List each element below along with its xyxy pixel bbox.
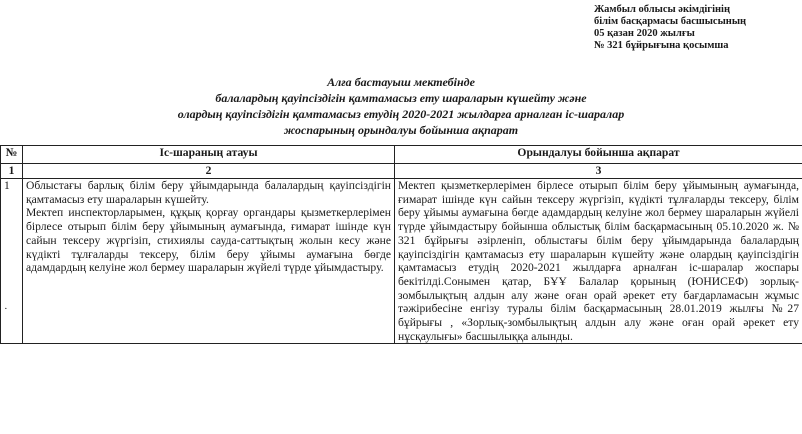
col-number: 2	[23, 164, 395, 179]
row-number	[1, 179, 23, 344]
col-number: 1	[1, 164, 23, 179]
execution-info	[395, 179, 802, 344]
header-name: Іс-шараның атауы	[23, 146, 395, 164]
approval-line: № 321 бұйрығына қосымша	[594, 40, 729, 51]
table-row	[1, 179, 802, 344]
activity-paragraph: Облыстағы барлық білім беру ұйымдарында балалардың қауіпсіздігін қамтамасыз ету шараларын күшейту.	[26, 179, 391, 206]
header-num: №	[1, 146, 23, 164]
approval-line: 05 қазан 2020 жылғы	[594, 28, 695, 39]
activity-name	[23, 179, 395, 344]
activity-paragraph: Мектеп инспекторларымен, құқық қорғау органдары қызметкерлерімен бірлесе отырып білім беру ұйымының аумағында, ғимарат ішінде күн сайын тексеру жүргізіп, стихиялы сауда-саттықтың жолын кесу және күдікті тұлғаларды тексеру, білім беру ұйымы аумағына бөгде адамдардың келуіне жол бермеу шараларын жүйелі түрде ұйымдастыру.	[26, 206, 391, 275]
title-line: жоспарының орындалуы бойынша ақпарат	[283, 123, 519, 137]
title-line: балалардың қауіпсіздігін қамтамасыз ету шараларын күшейту және	[215, 91, 587, 105]
approval-stamp	[594, 4, 794, 52]
col-number: 3	[395, 164, 802, 179]
document-title	[0, 74, 802, 138]
table-header-row	[1, 146, 802, 164]
margin-mark: ·	[4, 302, 8, 315]
row-number-text: 1	[4, 179, 10, 192]
approval-line: Жамбыл облысы әкімдігінің	[594, 4, 731, 15]
approval-line: білім басқармасы басшысының	[594, 16, 747, 27]
title-line: Алға бастауыш мектебінде	[327, 75, 475, 89]
column-number-row	[1, 164, 802, 179]
header-info: Орындалуы бойынша ақпарат	[395, 146, 802, 164]
info-paragraph: Мектеп қызметкерлерімен бірлесе отырып білім беру ұйымының аумағында, ғимарат ішінде күн сайын тексеру жүргізіп, күдікті тұлғаларды тексеру, білім беру ұйымы аумағына бөгде адамдардың келуіне жол бермеу шараларын жүйелі түрде ұйымдастыру бойынша облыстық білім басқармасының 05.10.2020 ж. № 321 бұйрығы әзірленіп, облыстағы білім беру ұйымдарында балалардың қауіпсіздігін қамтамасыз ету шараларын күшейту және олардың қауіпсіздігін қамтамасыз етудің 2020-2021 жылдарға арналған іс-шаралар жоспары бекітілді.Сонымен қатар, БҰҰ Балалар қорының (ЮНИСЕФ) зорлық-зомбылықтың алдын алу және оған орай әрекет ету бағдарламасын жұмыс тәжірибесіне енгізу туралы білім басқармасының 28.01.2019 жылғы №27 бұйрығы , «Зорлық-зомбылықтың алдын алу және оған орай әрекет ету нұсқаулығы» басшылыққа алынды.	[398, 179, 799, 343]
plan-table	[0, 145, 802, 344]
title-line: олардың қауіпсіздігін қамтамасыз етудің 2020-2021 жылдарға арналған іс-шаралар	[177, 107, 625, 121]
